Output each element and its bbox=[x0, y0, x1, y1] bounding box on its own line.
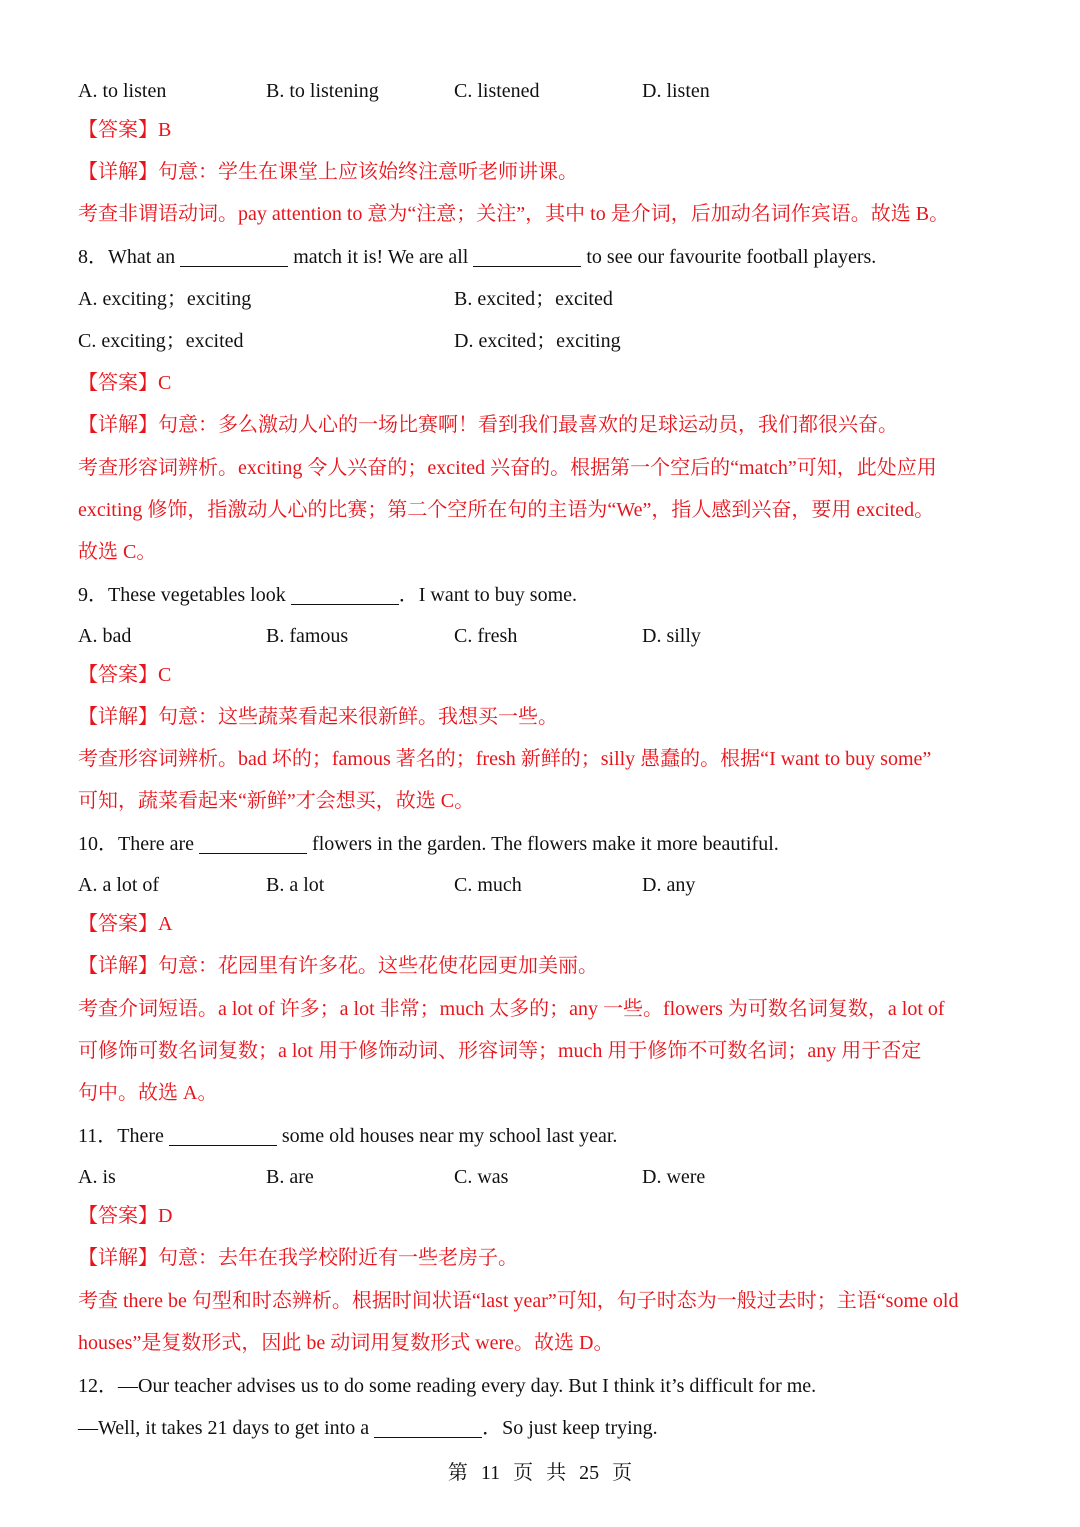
q8-stem-part-1: 8．What an bbox=[78, 246, 176, 268]
q12-stem-part-1: —Well, it takes 21 days to get into a bbox=[78, 1417, 370, 1439]
q9-stem-part-1: 9．These vegetables look bbox=[78, 584, 286, 606]
option-a: A. exciting；exciting bbox=[78, 288, 252, 310]
q12-stem-line-2 bbox=[78, 1415, 1008, 1441]
q11-explanation-line: 考查 there be 句型和时态辨析。根据时间状语“last year”可知，句子时态为一般过去时；主语“some old bbox=[78, 1290, 959, 1312]
q10-stem bbox=[78, 831, 1008, 857]
option-d: D. listen bbox=[642, 80, 710, 102]
q11-stem-part-2: some old houses near my school last year. bbox=[281, 1125, 618, 1147]
q10-explanation-line: 可修饰可数名词复数；a lot 用于修饰动词、形容词等；much 用于修饰不可数名词；any 用于否定 bbox=[78, 1040, 922, 1062]
q11-stem-part-1: 11．There bbox=[78, 1125, 164, 1147]
q10-explanation-line: 句中。故选 A。 bbox=[78, 1082, 218, 1104]
option-c: C. exciting；excited bbox=[78, 330, 244, 352]
q8-explanation-line: exciting 修饰，指激动人心的比赛；第二个空所在句的主语为“We”，指人感到兴奋，要用 excited。 bbox=[78, 499, 935, 521]
q8-explanation-line: 故选 C。 bbox=[78, 541, 157, 563]
q10-explanation-line: 考查介词短语。a lot of 许多；a lot 非常；much 太多的；any 一些。flowers 为可数名词复数，a lot of bbox=[78, 998, 945, 1020]
page-footer bbox=[0, 1460, 1080, 1486]
option-b: B. to listening bbox=[266, 80, 379, 102]
q8-answer: 【答案】C bbox=[78, 372, 172, 394]
option-b: B. a lot bbox=[266, 874, 325, 896]
answer-blank bbox=[374, 1417, 482, 1438]
q7-answer: 【答案】B bbox=[78, 119, 172, 141]
option-a: A. to listen bbox=[78, 80, 167, 102]
q11-explanation-line: houses”是复数形式，因此 be 动词用复数形式 were。故选 D。 bbox=[78, 1332, 614, 1354]
answer-blank bbox=[291, 584, 399, 605]
option-d: D. any bbox=[642, 874, 696, 896]
q11-stem bbox=[78, 1123, 1008, 1149]
footer-text: 页 bbox=[612, 1462, 633, 1484]
option-d: D. silly bbox=[642, 625, 701, 647]
answer-blank bbox=[180, 246, 288, 267]
q12-stem-line-1: 12．—Our teacher advises us to do some reading every day. But I think it’s difficult for me. bbox=[78, 1375, 817, 1397]
footer-text: 第 bbox=[447, 1462, 468, 1484]
q10-stem-part-2: flowers in the garden. The flowers make it more beautiful. bbox=[312, 833, 779, 855]
footer-text: 页 bbox=[513, 1462, 534, 1484]
q8-explanation-line: 考查形容词辨析。exciting 令人兴奋的；excited 兴奋的。根据第一个空后的“match”可知，此处应用 bbox=[78, 457, 937, 479]
option-a: A. a lot of bbox=[78, 874, 160, 896]
footer-text: 共 bbox=[546, 1462, 567, 1484]
option-c: C. was bbox=[454, 1166, 509, 1188]
option-a: A. bad bbox=[78, 625, 132, 647]
option-b: B. excited；excited bbox=[454, 288, 613, 310]
q8-stem-part-3: to see our favourite football players. bbox=[586, 246, 877, 268]
current-page-number: 11 bbox=[480, 1462, 501, 1484]
total-page-count: 25 bbox=[579, 1462, 600, 1484]
q9-answer: 【答案】C bbox=[78, 664, 172, 686]
q10-stem-part-1: 10．There are bbox=[78, 833, 195, 855]
answer-blank bbox=[473, 246, 581, 267]
option-c: C. fresh bbox=[454, 625, 518, 647]
q9-stem bbox=[78, 582, 1008, 608]
q9-explanation-line: 考查形容词辨析。bad 坏的；famous 著名的；fresh 新鲜的；silly 愚蠢的。根据“I want to buy some” bbox=[78, 748, 932, 770]
q11-detail: 【详解】句意：去年在我学校附近有一些老房子。 bbox=[78, 1247, 518, 1269]
q7-detail: 【详解】句意：学生在课堂上应该始终注意听老师讲课。 bbox=[78, 161, 578, 183]
q11-answer: 【答案】D bbox=[78, 1205, 173, 1227]
option-b: B. are bbox=[266, 1166, 314, 1188]
answer-blank bbox=[169, 1125, 277, 1146]
q8-stem bbox=[78, 244, 1008, 270]
option-b: B. famous bbox=[266, 625, 349, 647]
option-c: C. listened bbox=[454, 80, 540, 102]
option-d: D. excited；exciting bbox=[454, 330, 621, 352]
q9-explanation-line: 可知，蔬菜看起来“新鲜”才会想买，故选 C。 bbox=[78, 790, 475, 812]
q8-stem-part-2: match it is! We are all bbox=[293, 246, 469, 268]
q8-detail: 【详解】句意：多么激动人心的一场比赛啊！看到我们最喜欢的足球运动员，我们都很兴奋。 bbox=[78, 414, 898, 436]
option-d: D. were bbox=[642, 1166, 706, 1188]
option-c: C. much bbox=[454, 874, 522, 896]
q9-stem-part-2: ．I want to buy some. bbox=[398, 584, 578, 606]
q10-answer: 【答案】A bbox=[78, 913, 173, 935]
option-a: A. is bbox=[78, 1166, 116, 1188]
q9-detail: 【详解】句意：这些蔬菜看起来很新鲜。我想买一些。 bbox=[78, 706, 558, 728]
q10-detail: 【详解】句意：花园里有许多花。这些花使花园更加美丽。 bbox=[78, 955, 598, 977]
q12-stem-part-2: ．So just keep trying. bbox=[482, 1417, 658, 1439]
q7-explanation: 考查非谓语动词。pay attention to 意为“注意；关注”，其中 to 是介词，后加动名词作宾语。故选 B。 bbox=[78, 203, 950, 225]
answer-blank bbox=[199, 833, 307, 854]
